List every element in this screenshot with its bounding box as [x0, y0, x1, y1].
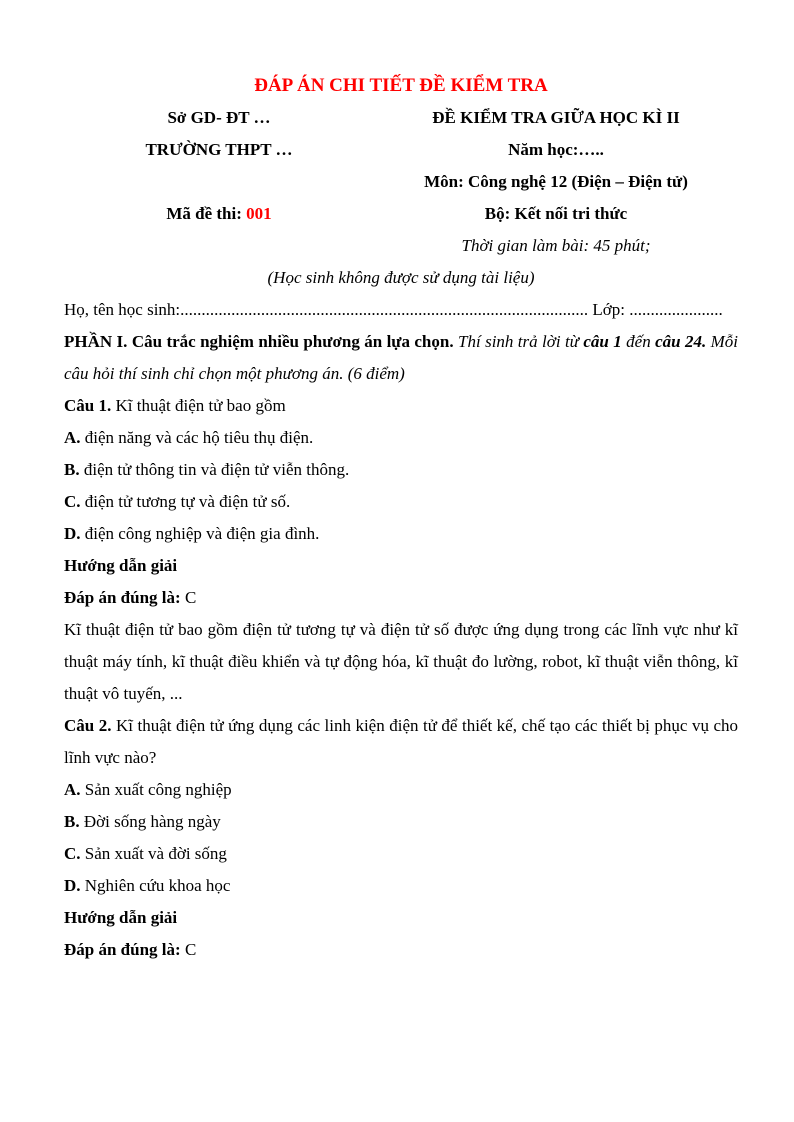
question-block-1: [64, 390, 738, 710]
correct-answer-line: [64, 934, 738, 966]
document-title: ĐÁP ÁN CHI TIẾT ĐỀ KIỂM TRA: [254, 75, 548, 96]
question-block-2: [64, 710, 738, 966]
option-text: Nghiên cứu khoa học: [80, 876, 231, 895]
option-label: C.: [64, 844, 81, 863]
part1-heading-bold: PHẦN I. Câu trắc nghiệm nhiều phương án lựa chọn.: [64, 332, 458, 351]
solution-guide-label: Hướng dẫn giải: [64, 556, 178, 575]
answer-option-a: [64, 422, 738, 454]
exam-code-line: [64, 198, 374, 230]
answer-option-d: [64, 870, 738, 902]
explanation-text: Kĩ thuật điện tử bao gồm điện tử tương tự và điện tử số được ứng dụng trong các lĩnh vực như kĩ thuật máy tính, kĩ thuật điều khiển và tự động hóa, kĩ thuật đo lường, robot, kĩ thuật viễn thông, kĩ thuật vô tuyến, ...: [64, 620, 738, 703]
correct-answer-line: [64, 582, 738, 614]
correct-answer-value: C: [184, 940, 197, 959]
answer-option-d: [64, 518, 738, 550]
option-text: điện tử thông tin và điện tử viễn thông.: [79, 460, 350, 479]
question-text: Câu 1. Kĩ thuật điện tử bao gồm: [64, 396, 286, 415]
school-year-line: Năm học:…..: [508, 140, 604, 159]
option-label: A.: [64, 780, 81, 799]
question-number: Câu 2.: [64, 716, 112, 735]
subject-line: Môn: Công nghệ 12 (Điện – Điện tử): [424, 172, 688, 191]
question-number: Câu 1.: [64, 396, 112, 415]
exam-header-left: [64, 102, 374, 262]
exam-code-value: 001: [246, 204, 272, 223]
option-label: D.: [64, 876, 81, 895]
option-text: Đời sống hàng ngày: [79, 812, 221, 831]
answer-option-c: [64, 838, 738, 870]
option-label: A.: [64, 428, 81, 447]
option-label: C.: [64, 492, 81, 511]
correct-answer-label: Đáp án đúng là:: [64, 940, 185, 959]
document-page: [64, 70, 738, 966]
option-label: B.: [64, 812, 80, 831]
exam-code-label: Mã đề thi:: [166, 204, 247, 223]
exam-header: [64, 102, 738, 262]
option-text: Sản xuất và đời sống: [80, 844, 227, 863]
option-label: B.: [64, 460, 80, 479]
student-info-line: Họ, tên học sinh:................................................................................................ Lớp: ......................: [64, 300, 723, 319]
correct-answer-value: C: [184, 588, 197, 607]
answer-option-b: [64, 806, 738, 838]
option-text: điện công nghiệp và điện gia đình.: [80, 524, 320, 543]
book-series-line: Bộ: Kết nối tri thức: [484, 204, 628, 223]
duration-line: Thời gian làm bài: 45 phút;: [461, 236, 651, 255]
answer-option-a: [64, 774, 738, 806]
option-text: Sản xuất công nghiệp: [80, 780, 232, 799]
answer-option-c: [64, 486, 738, 518]
option-label: D.: [64, 524, 81, 543]
question-text: Câu 2. Kĩ thuật điện tử ứng dụng các linh kiện điện tử để thiết kế, chế tạo các thiết bị phục vụ cho lĩnh vực nào?: [64, 716, 738, 767]
solution-guide-label: Hướng dẫn giải: [64, 908, 178, 927]
part1-heading: [64, 326, 738, 390]
part1-instructions: Thí sinh trả lời từ câu 1 đến câu 24. Mỗi câu hỏi thí sinh chỉ chọn một phương án. (6 điểm): [64, 332, 739, 383]
school-line: TRƯỜNG THPT …: [145, 140, 293, 159]
correct-answer-label: Đáp án đúng là:: [64, 588, 185, 607]
no-materials-note: (Học sinh không được sử dụng tài liệu): [267, 268, 535, 287]
department-line: Sở GD- ĐT …: [167, 108, 271, 127]
option-text: điện năng và các hộ tiêu thụ điện.: [80, 428, 314, 447]
header-spacer: [64, 166, 374, 198]
exam-header-right: [374, 102, 738, 262]
answer-option-b: [64, 454, 738, 486]
option-text: điện tử tương tự và điện tử số.: [80, 492, 291, 511]
exam-title: ĐỀ KIỂM TRA GIỮA HỌC KÌ II: [432, 108, 680, 127]
